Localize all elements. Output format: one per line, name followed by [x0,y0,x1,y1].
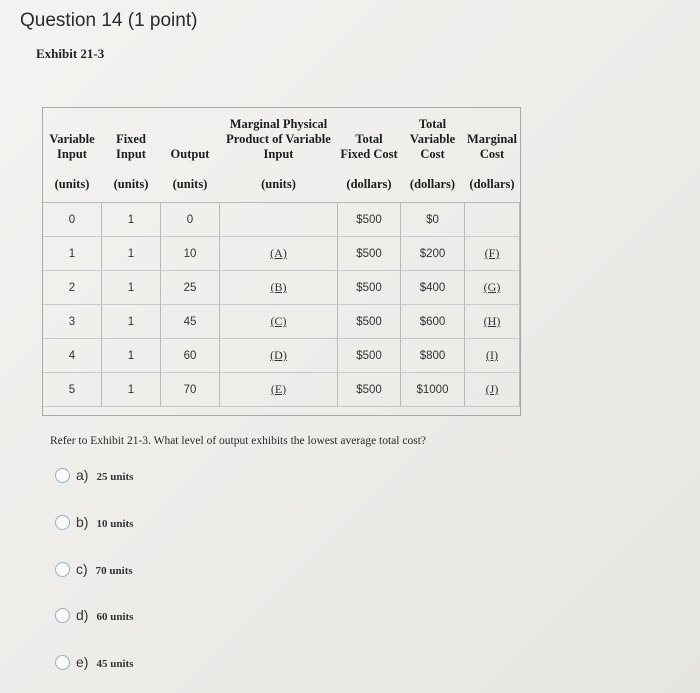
table-cell: 0 [161,203,220,237]
option-letter: b) [76,514,89,530]
table-cell: 1 [102,203,161,237]
col-unit: (units) [113,176,149,191]
table-row [43,203,520,237]
option-a[interactable] [55,467,133,483]
table-cell: (C) [220,305,338,339]
option-letter: e) [76,654,89,670]
table-cell: 4 [43,339,102,373]
table-cell: 1 [102,339,161,373]
table-cell: (B) [220,271,338,305]
col-unit: (dollars) [409,176,456,191]
table-row [43,237,520,271]
table-cell: $500 [338,237,401,271]
table-cell: (J) [465,373,520,407]
option-text: 60 units [96,610,134,623]
table-cell: 1 [102,305,161,339]
table-cell: $500 [338,305,401,339]
option-text: 45 units [96,657,134,670]
table-cell: 2 [43,271,102,305]
exhibit-label: Exhibit 21-3 [36,46,105,61]
col-header-fixed-input: Fixed Input [116,132,146,161]
table-cell: (A) [220,237,338,271]
radio-button[interactable] [55,468,70,483]
table-row [43,339,520,373]
col-header-marginal-cost: Marginal Cost [467,132,517,161]
table-row [43,373,520,407]
table-cell: $600 [401,305,465,339]
question-title [20,10,197,32]
exhibit-table [42,107,520,407]
table-row [43,271,520,305]
table-cell: 45 [161,305,220,339]
table-cell: 1 [102,271,161,305]
table-cell: 70 [161,373,220,407]
radio-button[interactable] [55,562,70,577]
radio-button[interactable] [55,515,70,530]
table-cell: $200 [401,237,465,271]
col-header-output: Output [170,147,210,161]
col-unit: (dollars) [469,176,515,191]
table-cell: (F) [465,237,520,271]
table-cell: 10 [161,237,220,271]
table-cell: (I) [465,339,520,373]
table-cell: $0 [401,203,465,237]
radio-button[interactable] [55,608,70,623]
table-cell: (D) [220,339,338,373]
option-e[interactable] [55,654,133,670]
col-header-total-variable-cost: Total Variable Cost [409,117,456,161]
table-cell: $500 [338,203,401,237]
option-b[interactable] [55,514,133,530]
option-c[interactable] [55,561,133,577]
table-cell [220,203,338,237]
col-unit: (units) [54,176,90,191]
option-d[interactable] [55,607,133,623]
col-unit: (units) [261,176,296,191]
question-points: (1 point) [127,10,198,31]
table-cell: (E) [220,373,338,407]
option-letter: a) [76,467,89,483]
table-cell: $500 [338,271,401,305]
table-cell: $500 [338,339,401,373]
table-cell: $800 [401,339,465,373]
question-number: Question 14 [20,10,123,31]
col-header-total-fixed-cost: Total Fixed Cost [340,132,398,161]
table-cell: 0 [43,203,102,237]
col-unit: (units) [172,176,208,191]
col-header-variable-input: Variable Input [49,132,95,161]
option-text: 70 units [95,564,133,577]
radio-button[interactable] [55,655,70,670]
table-cell: $500 [338,373,401,407]
table-cell: 60 [161,339,220,373]
col-header-mpp: Marginal Physical Product of Variable Input [226,117,331,161]
table-cell: $400 [401,271,465,305]
option-text: 25 units [96,470,134,483]
question-text: Refer to Exhibit 21-3. What level of output exhibits the lowest average total cost? [50,435,426,447]
table-cell: (G) [465,271,520,305]
table-cell: 1 [102,373,161,407]
table-cell: 25 [161,271,220,305]
table-cell: (H) [465,305,520,339]
col-unit: (dollars) [346,176,392,191]
table-cell: 1 [102,237,161,271]
option-text: 10 units [96,517,134,530]
option-letter: c) [76,561,88,577]
table-cell: 1 [43,237,102,271]
table-cell: 3 [43,305,102,339]
table-cell: $1000 [401,373,465,407]
table-cell: 5 [43,373,102,407]
table-row [43,305,520,339]
option-letter: d) [76,607,89,623]
table-cell [465,203,520,237]
